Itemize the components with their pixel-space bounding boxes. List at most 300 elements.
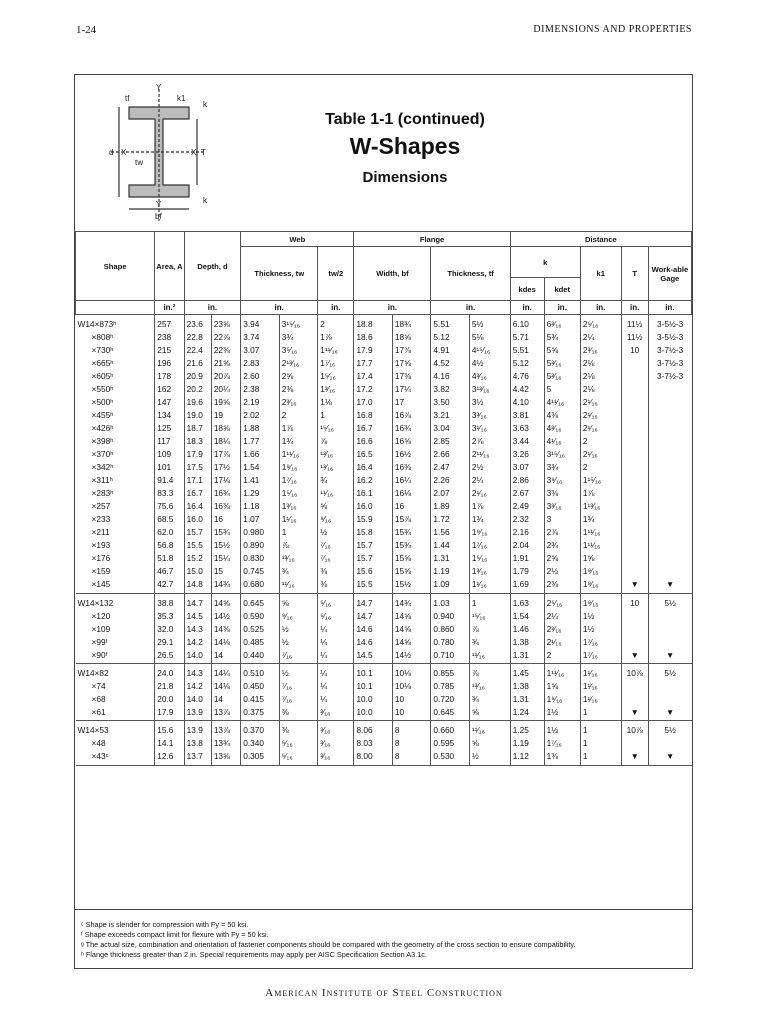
table-cell: ×43ᶜ	[76, 750, 155, 766]
table-row	[76, 447, 692, 460]
table-cell: 15.7	[354, 539, 392, 552]
table-cell: 75.6	[155, 500, 184, 513]
table-cell: 1¹¹⁄₁₆	[318, 343, 354, 356]
table-cell: 1⅞	[469, 500, 510, 513]
table-cell: 15½	[392, 578, 430, 594]
table-cell: 15¾	[392, 539, 430, 552]
table-cell	[648, 552, 691, 565]
table-cell: 8.00	[354, 750, 392, 766]
table-cell: 17½	[211, 461, 240, 474]
table-cell	[648, 526, 691, 539]
table-cell: 2⅛	[580, 369, 621, 382]
table-cell: ×61	[76, 705, 155, 721]
table-cell: 5⅝	[544, 343, 580, 356]
table-cell: 2.38	[241, 382, 279, 395]
table-cell: 14.6	[354, 622, 392, 635]
table-cell: 17.5	[184, 461, 211, 474]
table-cell: ⁷⁄₁₆	[279, 648, 317, 664]
header-shape: Shape	[76, 232, 155, 301]
table-cell: 16.7	[354, 421, 392, 434]
table-cell	[648, 408, 691, 421]
header-distance: Distance	[510, 232, 691, 247]
table-row	[76, 526, 692, 539]
table-cell: 1¹¹⁄₁₆	[580, 539, 621, 552]
unit-web-half: in.	[318, 301, 354, 315]
table-cell: 2.60	[241, 369, 279, 382]
table-cell: 1¹¹⁄₁₆	[580, 526, 621, 539]
shape-group	[76, 593, 692, 663]
table-cell: 17⅜	[392, 369, 430, 382]
table-cell: 2.67	[510, 487, 544, 500]
label-T: T	[201, 148, 206, 157]
table-cell: 16.6	[354, 434, 392, 447]
table-cell: ¹¹⁄₁₆	[279, 578, 317, 594]
table-cell: 2½	[469, 461, 510, 474]
table-cell: 1.88	[241, 421, 279, 434]
table-cell: 1.44	[431, 539, 469, 552]
table-cell: 19⅝	[211, 395, 240, 408]
table-cell: 0.980	[241, 526, 279, 539]
table-cell	[648, 736, 691, 749]
table-cell: 18.3	[184, 434, 211, 447]
table-cell: 16.8	[354, 408, 392, 421]
table-cell: ▼	[648, 750, 691, 766]
table-cell: 1⁹⁄₁₆	[580, 593, 621, 609]
table-cell: 101	[155, 461, 184, 474]
label-k1: k1	[177, 94, 186, 103]
table-cell: ▼	[621, 705, 648, 721]
table-cell: 3-7½-3	[648, 343, 691, 356]
table-cell	[621, 408, 648, 421]
table-cell: 238	[155, 330, 184, 343]
table-cell: 26.5	[155, 648, 184, 664]
table-cell: 5.51	[431, 315, 469, 331]
table-cell: ×550ʰ	[91, 383, 114, 394]
table-cell: ×159	[91, 566, 111, 577]
table-cell: 1⁷⁄₁₆	[580, 635, 621, 648]
table-cell: ¼	[318, 648, 354, 664]
table-cell: 11½	[621, 330, 648, 343]
unit-gage: in.	[648, 301, 691, 315]
table-cell: 1¹⁄₁₆	[580, 679, 621, 692]
table-cell: 1⁷⁄₁₆	[580, 648, 621, 664]
table-cell: 16⅝	[392, 434, 430, 447]
table-cell	[621, 461, 648, 474]
table-cell: 109	[155, 447, 184, 460]
table-cell: 3¹⁵⁄₁₆	[544, 447, 580, 460]
table-cell: ×398ʰ	[91, 435, 114, 446]
table-cell: 83.3	[155, 487, 184, 500]
table-cell: 1⅝	[544, 679, 580, 692]
table-cell: 2	[318, 315, 354, 331]
table-cell: 8.03	[354, 736, 392, 749]
table-cell: 15.7	[184, 526, 211, 539]
table-cell: 16.0	[354, 500, 392, 513]
table-cell: 0.510	[241, 664, 279, 680]
table-cell: 5½	[648, 721, 691, 737]
table-cell: 5.12	[510, 356, 544, 369]
table-cell: ¼	[318, 622, 354, 635]
table-cell: 14.2	[184, 679, 211, 692]
table-cell: 10⅛	[392, 679, 430, 692]
table-cell	[621, 622, 648, 635]
table-cell: 1³⁄₁₆	[279, 500, 317, 513]
table-cell: 134	[155, 408, 184, 421]
table-cell: 14.7	[354, 609, 392, 622]
table-cell: 13.8	[184, 736, 211, 749]
table-cell: 32.0	[155, 622, 184, 635]
table-cell: 8	[392, 750, 430, 766]
header-web-thickness: Thickness, tw	[241, 247, 318, 301]
table-cell: 117	[155, 434, 184, 447]
table-cell: ¹³⁄₁₆	[318, 461, 354, 474]
table-cell: ×109	[91, 623, 111, 634]
table-cell: 1⁵⁄₁₆	[469, 552, 510, 565]
unit-area: in.²	[155, 301, 184, 315]
table-cell: 13¾	[211, 736, 240, 749]
label-d: d	[109, 148, 114, 157]
table-cell: 10.0	[354, 705, 392, 721]
table-cell: 18⅝	[392, 330, 430, 343]
table-cell: 2⅜	[544, 578, 580, 594]
table-cell: ¹¹⁄₁₆	[318, 487, 354, 500]
table-cell: 3-5½-3	[648, 315, 691, 331]
header-kdet: kdet	[544, 278, 580, 301]
table-title-line3: Dimensions	[362, 169, 448, 186]
table-cell: 8	[392, 736, 430, 749]
table-cell: ▼	[648, 648, 691, 664]
table-row	[76, 434, 692, 447]
label-k-top: k	[203, 100, 207, 109]
table-cell: 1⁷⁄₁₆	[279, 474, 317, 487]
table-cell: ¼	[318, 679, 354, 692]
table-cell: 2.07	[431, 487, 469, 500]
table-cell: 15.0	[184, 565, 211, 578]
table-cell: 0.590	[241, 609, 279, 622]
table-cell: 14⅝	[392, 609, 430, 622]
table-cell: 2.16	[510, 526, 544, 539]
table-cell: 13.9	[184, 721, 211, 737]
table-cell	[621, 369, 648, 382]
table-cell	[621, 421, 648, 434]
table-cell	[648, 565, 691, 578]
unit-web-thickness: in.	[241, 301, 318, 315]
table-cell: ×99ᶠ	[91, 636, 108, 647]
table-cell: 15	[211, 565, 240, 578]
table-cell	[621, 395, 648, 408]
table-cell	[648, 447, 691, 460]
table-cell: ½	[279, 635, 317, 648]
table-cell	[621, 474, 648, 487]
table-cell: 1.54	[510, 609, 544, 622]
table-cell: ⅜	[279, 721, 317, 737]
table-cell: 14⅝	[211, 593, 240, 609]
table-cell: ×605ʰ	[91, 370, 114, 381]
table-cell: 16.2	[354, 474, 392, 487]
table-cell: 1¹³⁄₁₆	[580, 500, 621, 513]
table-cell: 16¾	[392, 421, 430, 434]
table-cell: 15.6	[155, 721, 184, 737]
table-cell: 14.7	[354, 593, 392, 609]
table-cell: 162	[155, 382, 184, 395]
table-cell: 1⁷⁄₁₆	[318, 356, 354, 369]
table-cell: ×145	[76, 578, 155, 594]
header-web-half: tw/2	[318, 247, 354, 301]
table-cell: 0.415	[241, 692, 279, 705]
table-cell: 3⁹⁄₁₆	[544, 474, 580, 487]
table-cell: ×283ʰ	[91, 488, 114, 499]
table-cell: 1.29	[241, 487, 279, 500]
table-cell: 4.42	[510, 382, 544, 395]
table-cell: 18¾	[392, 315, 430, 331]
table-cell: 1.79	[510, 565, 544, 578]
page-footer: American Institute of Steel Construction	[265, 987, 503, 999]
table-cell: 4.10	[510, 395, 544, 408]
table-cell: 1½	[544, 721, 580, 737]
table-cell: ×233	[91, 514, 111, 525]
header-flange-thickness: Thickness, tf	[431, 247, 510, 301]
table-cell: ×808ʰ	[91, 331, 114, 342]
table-cell: ⅝	[469, 736, 510, 749]
table-cell: 19.6	[184, 395, 211, 408]
label-tf: tf	[125, 94, 130, 103]
table-cell: 16	[392, 500, 430, 513]
table-cell: 22.4	[184, 343, 211, 356]
table-cell: 5	[544, 382, 580, 395]
table-cell: 2	[279, 408, 317, 421]
table-cell: ¹³⁄₁₆	[318, 447, 354, 460]
header-flange: Flange	[354, 232, 510, 247]
table-cell: 10	[392, 692, 430, 705]
table-cell: 17⅝	[392, 356, 430, 369]
table-cell: ¹¹⁄₁₆	[469, 721, 510, 737]
table-cell: ⅝	[279, 593, 317, 609]
table-title-line2: W-Shapes	[349, 133, 461, 159]
table-cell: 12.6	[155, 750, 184, 766]
table-cell: 16⅞	[392, 408, 430, 421]
table-cell: 14¾	[211, 578, 240, 594]
table-cell: ⅞	[469, 622, 510, 635]
table-cell: 13⅞	[211, 721, 240, 737]
table-cell: 0.780	[431, 635, 469, 648]
table-cell: 10	[392, 705, 430, 721]
table-cell: 2.19	[241, 395, 279, 408]
table-cell: 68.5	[155, 513, 184, 526]
table-cell: 2⅛	[580, 356, 621, 369]
table-cell: 3-7½-3	[648, 369, 691, 382]
table-cell: 2.02	[241, 408, 279, 421]
table-cell: 1¹⁵⁄₁₆	[580, 474, 621, 487]
table-cell: ¼	[318, 664, 354, 680]
table-cell	[648, 635, 691, 648]
table-cell: ⁷⁄₁₆	[318, 539, 354, 552]
table-cell: ×311ʰ	[91, 475, 113, 486]
table-cell: 0.680	[241, 578, 279, 594]
table-cell: 5¾	[544, 330, 580, 343]
table-cell: 2¼	[544, 609, 580, 622]
header-k1: k1	[580, 247, 621, 301]
table-cell	[621, 736, 648, 749]
table-cell: 15.6	[354, 565, 392, 578]
table-cell: 17.7	[354, 356, 392, 369]
table-cell: 23.6	[184, 315, 211, 331]
table-row	[76, 578, 692, 594]
footnotes	[75, 909, 692, 968]
table-cell: 2.32	[510, 513, 544, 526]
table-cell: 1⅛	[318, 395, 354, 408]
table-cell: 17.1	[184, 474, 211, 487]
header-web: Web	[241, 232, 354, 247]
table-cell: 2⅜	[279, 382, 317, 395]
table-cell: 178	[155, 369, 184, 382]
table-row	[76, 648, 692, 664]
table-cell: 3.63	[510, 421, 544, 434]
table-cell: 0.530	[431, 750, 469, 766]
table-cell: 15.9	[354, 513, 392, 526]
table-cell	[648, 382, 691, 395]
table-cell: 3.74	[241, 330, 279, 343]
table-cell: ¹³⁄₁₆	[279, 552, 317, 565]
table-cell: 14	[211, 648, 240, 664]
table-cell: 10.0	[354, 692, 392, 705]
table-cell: 1.12	[510, 750, 544, 766]
table-cell: ×176	[91, 553, 111, 564]
table-cell: 4¹⁄₁₆	[544, 434, 580, 447]
table-cell	[621, 539, 648, 552]
table-cell: ×370ʰ	[91, 448, 114, 459]
table-cell: ×426ʰ	[91, 422, 114, 433]
table-cell: 4¹⁵⁄₁₆	[469, 343, 510, 356]
table-row	[76, 474, 692, 487]
table-cell: 2¹⁄₁₆	[544, 635, 580, 648]
table-cell	[648, 474, 691, 487]
table-cell	[648, 434, 691, 447]
table-cell: 0.485	[241, 635, 279, 648]
table-cell: ½	[279, 664, 317, 680]
table-cell: 0.450	[241, 679, 279, 692]
table-cell: 1.41	[241, 474, 279, 487]
table-cell: 17.4	[354, 369, 392, 382]
table-cell: 3⅜	[544, 487, 580, 500]
table-cell: 2½	[544, 565, 580, 578]
table-cell	[621, 500, 648, 513]
table-cell: 14⅜	[211, 622, 240, 635]
table-cell: 6.10	[510, 315, 544, 331]
table-cell: 62.0	[155, 526, 184, 539]
table-cell: 2³⁄₁₆	[580, 343, 621, 356]
table-row	[76, 593, 692, 609]
table-cell: 3	[544, 513, 580, 526]
table-cell: 215	[155, 343, 184, 356]
table-row	[76, 500, 692, 513]
table-cell: 5.51	[510, 343, 544, 356]
table-cell: 18.7	[184, 421, 211, 434]
table-cell: 1.38	[510, 679, 544, 692]
unit-flange-thickness: in.	[431, 301, 510, 315]
table-cell: 13⅞	[211, 705, 240, 721]
table-cell: 2⁵⁄₁₆	[544, 593, 580, 609]
table-cell: 14.0	[184, 648, 211, 664]
table-cell: ⅞	[279, 539, 317, 552]
table-cell: 1⁵⁄₁₆	[318, 369, 354, 382]
table-cell: 2¹⁄₁₆	[580, 408, 621, 421]
table-cell: 0.890	[241, 539, 279, 552]
table-cell: 2⅞	[544, 526, 580, 539]
table-cell	[621, 513, 648, 526]
table-cell: 0.860	[431, 622, 469, 635]
table-cell: 14.0	[184, 692, 211, 705]
table-row	[76, 692, 692, 705]
table-cell: 16.4	[354, 461, 392, 474]
table-cell: ▼	[621, 750, 648, 766]
table-cell: 16.1	[354, 487, 392, 500]
table-cell: 91.4	[155, 474, 184, 487]
table-cell: 1³⁄₁₆	[318, 382, 354, 395]
footnote-c: ᶜ Shape is slender for compression with Fy = 50 ksi.	[81, 920, 249, 929]
table-cell: 1¹⁄₁₆	[469, 578, 510, 594]
table-cell: ×730ʰ	[91, 344, 114, 355]
table-cell: 16	[211, 513, 240, 526]
table-row	[76, 356, 692, 369]
table-cell: ⅞	[469, 664, 510, 680]
table-cell: 20⅞	[211, 369, 240, 382]
table-cell: 22.8	[184, 330, 211, 343]
table-cell: ¾	[469, 692, 510, 705]
table-cell: ¾	[279, 565, 317, 578]
header-T: T	[621, 247, 648, 301]
table-cell	[621, 565, 648, 578]
table-cell: 1.45	[510, 664, 544, 680]
table-cell: 196	[155, 356, 184, 369]
table-cell: 2⅛	[580, 382, 621, 395]
table-row	[76, 635, 692, 648]
table-cell: ¹¹⁄₁₆	[469, 648, 510, 664]
table-cell: 18¼	[211, 434, 240, 447]
footnote-h: ʰ Flange thickness greater than 2 in. Special requirements may apply per AISC Specification Section A3.1c.	[81, 950, 427, 959]
shape-group	[76, 664, 692, 721]
table-cell: 1.66	[241, 447, 279, 460]
table-cell: 0.645	[241, 593, 279, 609]
table-cell: ⅜	[279, 705, 317, 721]
header-depth: Depth, d	[184, 232, 241, 301]
table-cell: ▼	[621, 648, 648, 664]
page-number: 1-24	[76, 24, 97, 36]
table-cell: 1⅝	[580, 552, 621, 565]
table-row	[76, 421, 692, 434]
table-cell: 1⁹⁄₁₆	[469, 526, 510, 539]
table-cell: 0.375	[241, 705, 279, 721]
table-cell: 125	[155, 421, 184, 434]
table-row	[76, 552, 692, 565]
header-k: k	[510, 247, 580, 278]
table-cell: 14⅝	[392, 622, 430, 635]
table-cell: 4¹¹⁄₁₆	[544, 395, 580, 408]
table-cell: 1.24	[510, 705, 544, 721]
label-tw: tw	[135, 158, 143, 167]
table-cell: 3¹⁵⁄₁₆	[279, 315, 317, 331]
table-cell: 17.0	[354, 395, 392, 408]
table-cell: 5.12	[431, 330, 469, 343]
table-cell: 3-7½-3	[648, 356, 691, 369]
table-cell: 2³⁄₁₆	[544, 622, 580, 635]
table-cell: ×90ᶠ	[76, 648, 155, 664]
table-cell: 14.3	[184, 622, 211, 635]
table-cell: 0.340	[241, 736, 279, 749]
table-cell: 3.50	[431, 395, 469, 408]
table-cell: 14.1	[155, 736, 184, 749]
w-shapes-table	[75, 231, 692, 766]
table-cell: 3½	[469, 395, 510, 408]
